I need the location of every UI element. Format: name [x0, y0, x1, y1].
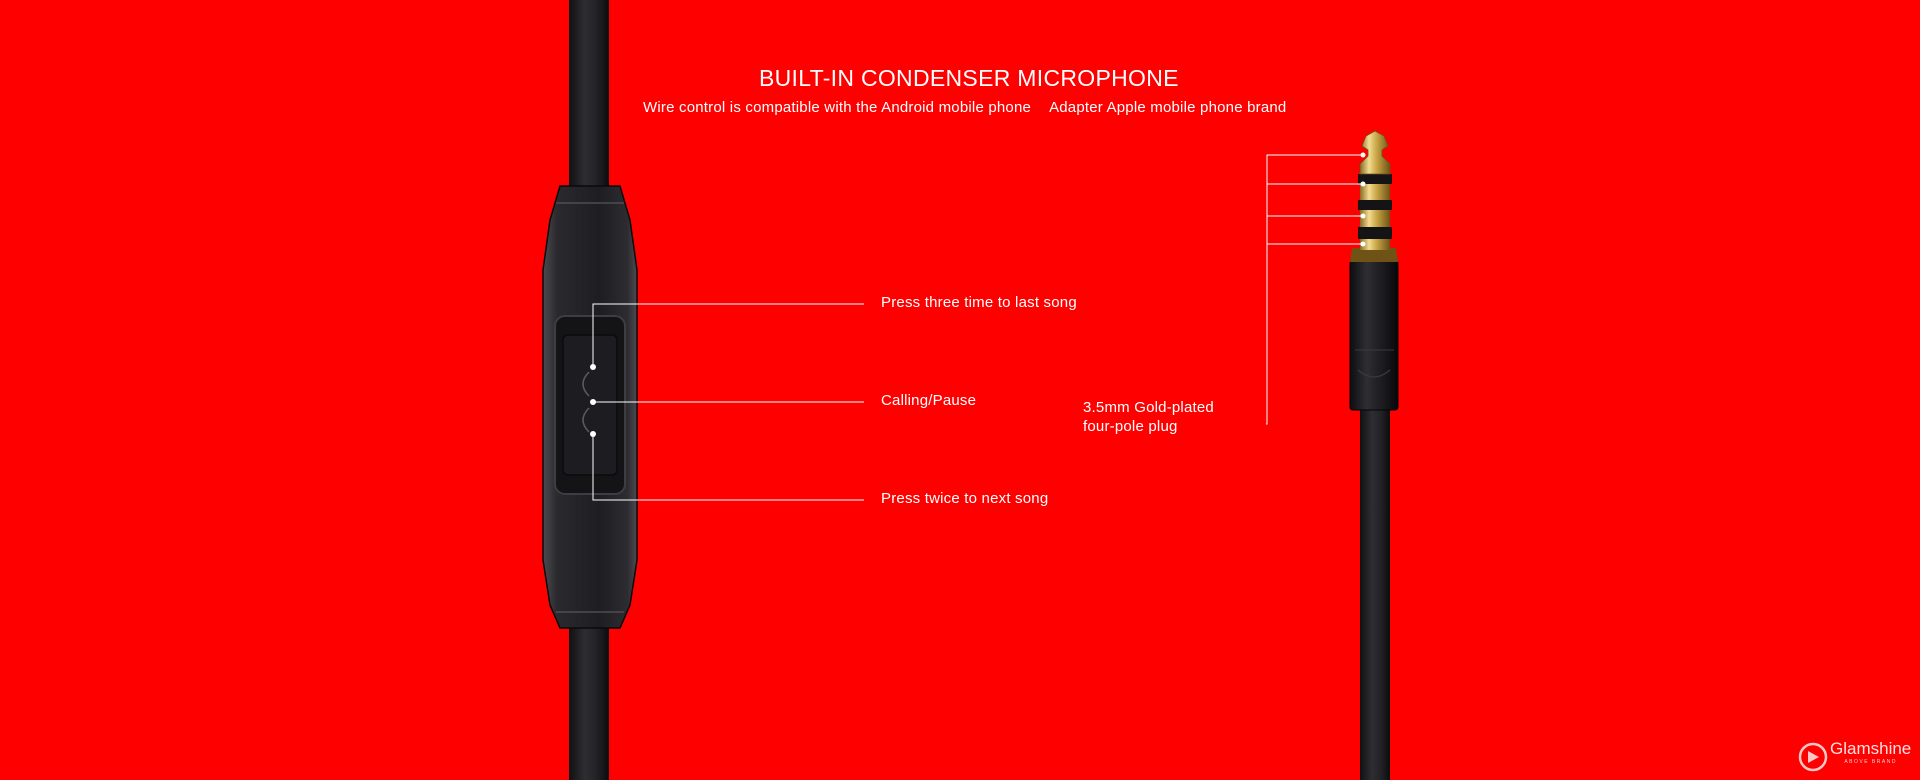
audio-jack [1350, 131, 1398, 410]
compatibility-android: Wire control is compatible with the Android mobile phone [643, 99, 1032, 116]
plug-label-line2: four-pole plug [1083, 418, 1178, 435]
inline-remote [543, 186, 637, 628]
plug-cable [1360, 400, 1390, 780]
page-title: BUILT-IN CONDENSER MICROPHONE [759, 65, 1179, 91]
brand-name: Glamshine [1830, 739, 1912, 758]
plug-label [1083, 398, 1214, 436]
plug-label-line1: 3.5mm Gold-plated [1083, 399, 1214, 416]
brand-tagline: ABOVE BRAND [1844, 759, 1897, 765]
remote-label-last-song: Press three time to last song [881, 294, 1077, 311]
brand [1798, 741, 1911, 765]
compatibility-note [643, 99, 1304, 116]
plug-callouts [1082, 155, 1363, 424]
remote-label-calling-pause: Calling/Pause [881, 392, 977, 409]
remote-label-next-song: Press twice to next song [881, 490, 1049, 507]
compatibility-apple: Adapter Apple mobile phone brand [1049, 99, 1287, 116]
